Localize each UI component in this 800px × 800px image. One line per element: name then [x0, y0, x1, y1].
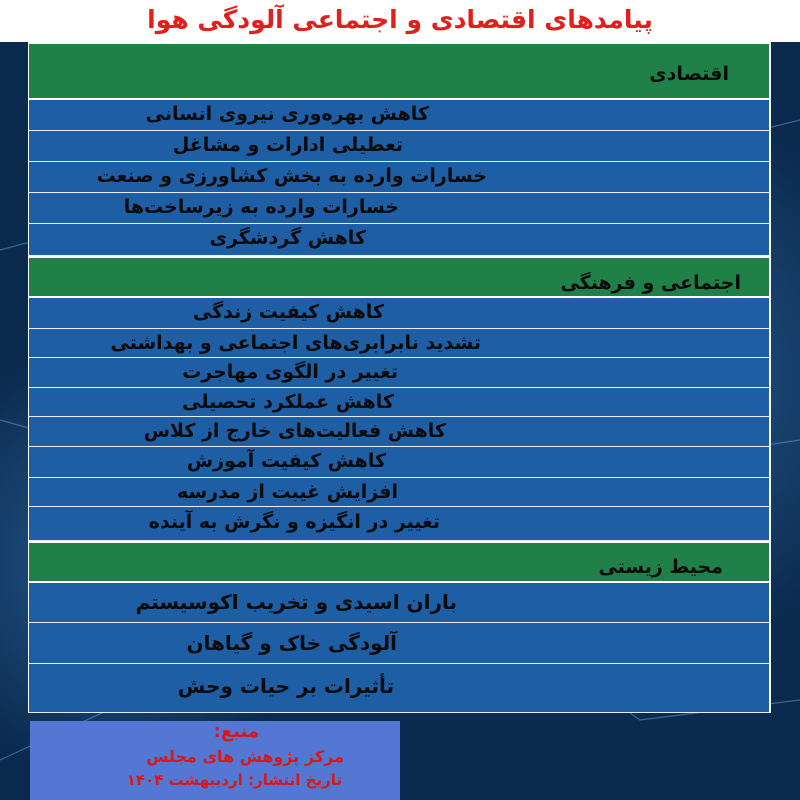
list-item: خسارات وارده به بخش کشاورزی و صنعت — [29, 162, 769, 193]
list-item: کاهش عملکرد تحصیلی — [29, 388, 769, 417]
section-header-social — [29, 256, 769, 298]
list-item: خسارات وارده به زیرساخت‌ها — [29, 193, 769, 224]
list-item: باران اسیدی و تخریب اکوسیستم — [29, 583, 769, 623]
section-header-environmental — [29, 541, 769, 583]
list-item: کاهش فعالیت‌های خارج از کلاس — [29, 417, 769, 447]
section-header-economic — [29, 42, 769, 100]
list-item: کاهش کیفیت آموزش — [29, 447, 769, 478]
section-heading: اقتصادی — [649, 63, 729, 85]
section-heading: اجتماعی و فرهنگی — [560, 272, 741, 294]
list-item: آلودگی خاک و گیاهان — [29, 623, 769, 664]
publish-date: تاریخ انتشار: اردیبهشت ۱۴۰۴ — [126, 771, 342, 789]
source-label: منبع: — [213, 721, 259, 742]
list-item: کاهش گردشگری — [29, 224, 769, 256]
list-item: تعطیلی ادارات و مشاغل — [29, 131, 769, 162]
source-box — [30, 721, 400, 800]
list-item: کاهش کیفیت زندگی — [29, 298, 769, 329]
section-heading: محیط زیستی — [598, 556, 723, 578]
list-item: کاهش بهره‌وری نیروی انسانی — [29, 100, 769, 131]
list-item: تغییر در الگوی مهاجرت — [29, 358, 769, 388]
page-title: پیامدهای اقتصادی و اجتماعی آلودگی هوا — [0, 0, 800, 42]
list-item: تأثیرات بر حیات وحش — [29, 664, 769, 713]
source-name: مرکز پژوهش های مجلس — [146, 747, 344, 766]
list-item: افزایش غیبت از مدرسه — [29, 478, 769, 507]
list-item: تشدید نابرابری‌های اجتماعی و بهداشتی — [29, 329, 769, 358]
list-item: تغییر در انگیزه و نگرش به آینده — [29, 507, 769, 541]
consequences-table — [28, 42, 771, 713]
